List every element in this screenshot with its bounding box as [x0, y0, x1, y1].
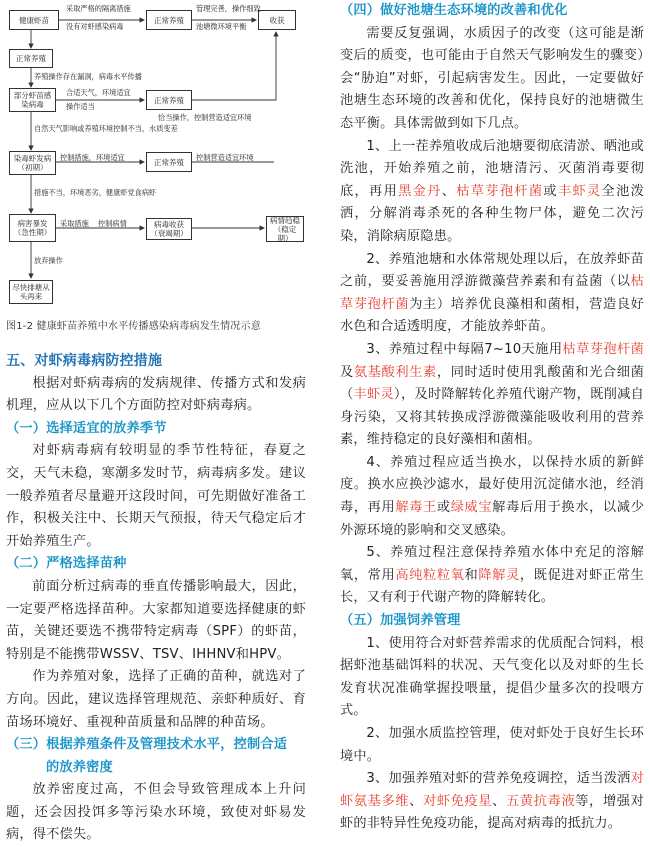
left-column — [6, 0, 306, 847]
item-4-3-text-d: ），及时降解转化养殖代谢产物，既削减自身污染，又将其转换成浮游微藻能吸收利用的营养素，维持稳定的良好藻相和菌相。 — [340, 387, 644, 448]
product-name: 丰虾灵 — [353, 387, 395, 403]
item-5-2: 2、加强水质监控管理，使对虾处于良好生长环境中。 — [340, 726, 644, 764]
label-take-steps: 采取措施 — [60, 219, 89, 228]
subsection-2-paragraph-2: 作为养殖对象，选择了正确的苗种，就选对了方向。因此，建议选择管理规范、亲虾种质好、育苗场环境好、重视种苗质量和品牌的种苗场。 — [6, 669, 306, 730]
flowchart — [6, 0, 306, 318]
item-5-3-text-a: 3、加强养殖对虾的营养免疫调控，适当泼洒 — [366, 771, 631, 787]
item-4-2-text-a: 2、养殖池塘和水体常规处理以后，在放养虾苗之前，要妥善施用浮游微藻营养素和有益菌（以 — [340, 251, 644, 290]
item-4-3-text-c: ，同时适时使用乳酸菌和光合细菌（ — [340, 364, 644, 403]
product-name: 黑金丹 — [398, 183, 442, 199]
box-drain-restart: 尽快排塘从头再来 — [9, 280, 53, 304]
item-4-5-text-b: 和 — [464, 567, 479, 583]
box-harvest: 收获 — [258, 10, 296, 30]
subsection-4-title: （四）做好池塘生态环境的改善和优化 — [340, 3, 568, 18]
item-5-3-text-b: 、 — [409, 793, 424, 809]
label-give-up: 放弃操作 — [34, 256, 63, 265]
label-weather: 合适天气，环境适宜 — [66, 88, 131, 97]
subsection-3-title-line-1: （三）根据养殖条件及管理技术水平，控制合适 — [6, 737, 288, 753]
item-4-2-text-b: 为主）培养优良藻相和菌相，营造良好水色和合适透明度，才能放养虾苗。 — [340, 296, 645, 335]
box-initial-onset: 染毒虾发病（初期） — [9, 151, 56, 175]
box-stable: 病情趋稳（稳定期） — [266, 216, 304, 242]
label-control-env: 控制措施，环境适宜 — [60, 153, 125, 162]
item-4-5-text-c: ，既促进对虾正常生长，又有利于代谢产物的降解转化。 — [340, 567, 644, 606]
subsection-3-title — [6, 734, 306, 779]
label-proper-op: 恰当操作，控制营造适宜环境 — [158, 113, 252, 122]
product-name: 枯草芽孢杆菌 — [340, 274, 644, 312]
product-name: 五黄抗毒液 — [506, 793, 576, 809]
label-measures: 措施不当，环境恶劣，健康虾党食病虾 — [34, 188, 157, 197]
item-4-1-text-b: 、 — [441, 183, 457, 199]
subsection-2-paragraph-1: 前面分析过病毒的垂直传播影响最大，因此，一定要严格选择苗种。大家都知道要选择健康的虾苗，关键还要选不携带特定病毒（SPF）的虾苗，特别是不能携带WSSV、TSV、IHHNV和HPV。 — [6, 578, 306, 662]
product-name: 氨基酸利生素 — [353, 364, 437, 380]
figure-caption: 图1-2 健康虾苗养殖中水平传播感染病毒病发生情况示意 — [6, 321, 261, 332]
item-4-4 — [340, 452, 644, 542]
label-strict-isolation: 采取严格的隔离措施 — [66, 4, 131, 13]
section-5-title: 五、对虾病毒病防控措施 — [6, 353, 163, 369]
item-4-4-text-a: 4、养殖过程应适当换水，以保持水质的新鲜度。换水应换沙滤水，最好使用沉淀储水池，经消毒，再用 — [340, 454, 644, 516]
label-pond-eco: 池塘微环境平衡 — [196, 22, 247, 31]
subsection-1-paragraph: 对虾病毒病有较明显的季节性特征，春夏之交，天气未稳，寒潮多发时节，病毒病多发。建议一般养殖者尽量避开这段时间，可先期做好准备工作，积极关注中、长期天气预报，待天气稳定后才开始养殖生产。 — [6, 443, 306, 549]
product-name: 高纯粒粒氧 — [395, 567, 465, 583]
subsection-2-title: （二）严格选择苗种 — [6, 556, 127, 572]
box-normal-1: 正常养殖 — [146, 10, 192, 30]
box-late-harvest: 病毒收获（衰竭期） — [146, 218, 192, 240]
label-pond-ok: 管理完善，操作细致 — [196, 4, 261, 13]
box-normal-2: 正常养殖 — [9, 49, 53, 68]
item-4-3-text-a: 3、养殖过程中每隔7~10天施用 — [366, 341, 563, 357]
section-5-intro: 根据对虾病毒病的发病规律、传播方式和发病机理，应从以下几个方面防控对虾病毒病。 — [6, 375, 306, 414]
product-name: 对虾氨基多维 — [340, 771, 644, 809]
box-partial-infected: 部分虾苗感染病毒 — [9, 88, 56, 112]
product-name: 枯草芽孢杆菌 — [456, 183, 544, 199]
product-name: 降解灵 — [478, 567, 520, 583]
product-name: 对虾免疫星 — [423, 793, 493, 809]
label-operate: 操作适当 — [66, 102, 95, 111]
box-healthy: 健康虾苗 — [9, 10, 59, 30]
item-5-3 — [340, 768, 644, 836]
item-4-5 — [340, 542, 644, 610]
subsection-3-title-line-2: 的放养密度 — [46, 759, 113, 775]
item-4-1-text-c: 或 — [543, 183, 558, 199]
label-control-env-2: 控制营造适宜环境 — [196, 153, 254, 162]
label-control-disease: 控制病情 — [98, 219, 127, 228]
item-4-1 — [340, 136, 644, 249]
subsection-1-title: （一）选择适宜的放养季节 — [6, 420, 167, 436]
product-name: 枯草芽孢杆菌 — [562, 341, 645, 357]
item-4-3 — [340, 339, 644, 452]
item-4-3-text-b: 及 — [340, 364, 354, 380]
item-5-3-text-d: 等，增强对虾的非特异性免疫功能，提高对病毒的抵抗力。 — [340, 793, 645, 832]
item-4-1-text-d: 全池泼洒，分解消毒杀死的各种生物尸体，避免二次污染，消除病原隐患。 — [340, 183, 644, 244]
label-trigger: 养殖操作存在漏洞，病毒水平传播 — [34, 72, 142, 81]
item-4-1-text-a: 1、上一茬养殖收成后池塘要彻底清淤、晒池或洗池，开始养殖之前，池塘清污、灭菌消毒要彻底，再用 — [340, 138, 644, 199]
subsection-5-title: （五）加强饲养管理 — [340, 613, 461, 629]
right-column — [340, 0, 644, 836]
item-5-3-text-c: 、 — [492, 793, 507, 809]
product-name: 丰虾灵 — [557, 183, 602, 199]
label-no-carrier: 没有对虾感染病毒 — [66, 22, 124, 31]
product-name: 绿威宝 — [450, 500, 493, 516]
subsection-4-intro: 需要反复强调，水质因子的改变（这可能是渐变后的质变，也可能由于自然天气影响发生的骤变）会“胁迫”对虾，引起病害发生。因此，一定要做好池塘生态环境的改善和优化，保持良好的池塘微生态平衡。具体需做到如下几点。 — [340, 25, 644, 131]
item-4-4-text-c: 解毒后用于换水，以减少外源环境的影响和交叉感染。 — [340, 500, 644, 538]
box-normal-4: 正常养殖 — [146, 152, 192, 172]
label-nature: 自然天气影响或养殖环境控制不当，水质变差 — [34, 124, 178, 133]
product-name: 解毒王 — [395, 500, 437, 516]
box-normal-3: 正常养殖 — [146, 90, 192, 110]
box-acute-outbreak: 病害暴发（急性期） — [9, 214, 56, 242]
item-4-2 — [340, 249, 644, 339]
subsection-3-paragraph: 放养密度过高，不但会导致管理成本上升问题，还会因投饵多等污染水环境，致使对虾易发病，得不偿失。 — [6, 782, 306, 843]
item-4-5-text-a: 5、养殖过程注意保持养殖水体中充足的溶解氧，常用 — [340, 545, 644, 583]
item-5-1: 1、使用符合对虾营养需求的优质配合饲料，根据虾池基础饵料的状况、天气变化以及对虾的生长发育状况准确掌握投喂量，提倡少量多次的投喂方式。 — [340, 635, 644, 719]
item-4-4-text-b: 或 — [436, 500, 451, 516]
